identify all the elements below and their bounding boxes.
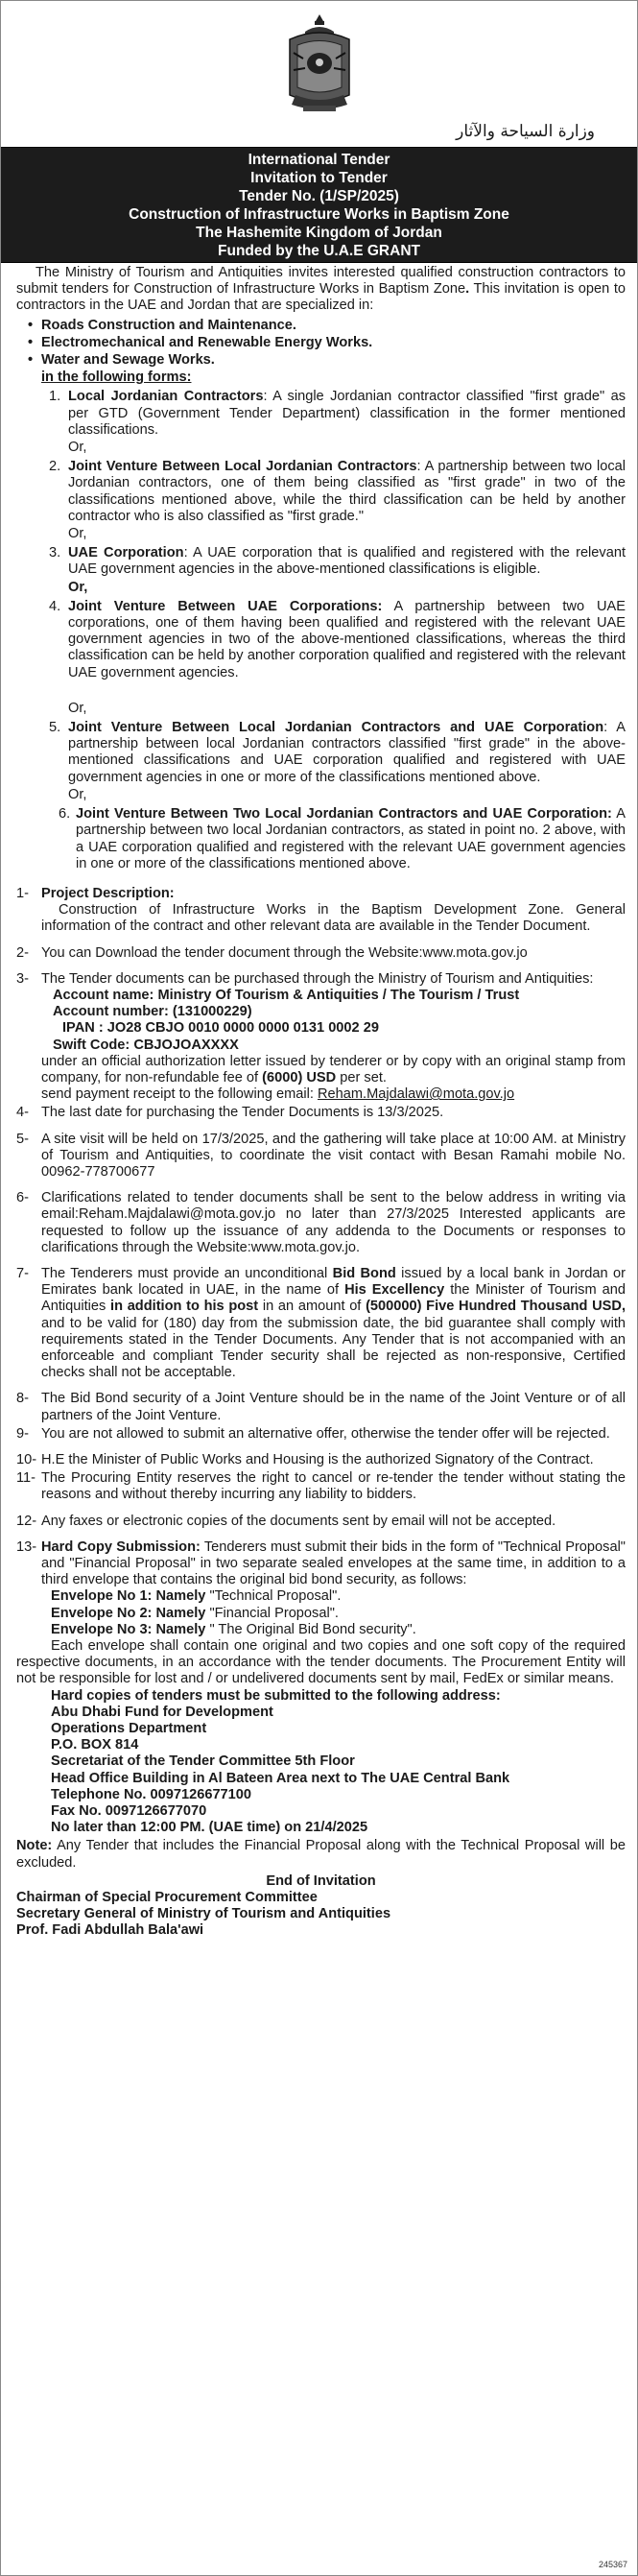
envelope-1: Envelope No 1: Namely "Technical Proposal".: [51, 1588, 342, 1605]
section-6-clarifications: 6- Clarifications related to tender documents shall be sent to the below address in writing via email:Reham.Majdalawi@mota.gov.jo no later than 27/3/2025 Interested applicants are requested to follow up the issuance of any addenda to the Documents or responses to clarifications through the Website:www.mota.gov.jo.: [16, 1190, 626, 1255]
reference-number: 245367: [598, 2560, 627, 2569]
end-of-invitation: End of Invitation: [266, 1872, 376, 1889]
list-item: • Water and Sewage Works.: [28, 352, 626, 369]
account-name: Account name: Ministry Of Tourism & Antiquities / The Tourism / Trust: [53, 987, 520, 1003]
clarification-email-link[interactable]: Reham.Majdalawi@mota.gov.jo: [78, 1206, 276, 1223]
or-separator: Or,: [68, 440, 87, 456]
note: Note: Any Tender that includes the Financial Proposal along with the Technical Proposal will be excluded.: [16, 1838, 626, 1871]
envelope-3: Envelope No 3: Namely " The Original Bid Bond security".: [51, 1621, 416, 1637]
or-separator: Or,: [68, 700, 87, 716]
section-5-site-visit: 5- A site visit will be held on 17/3/2025, and the gathering will take place at 10:00 AM. at Ministry of Tourism and Antiquities, to coordinate the visit contact with Besan Ramahi mobile No. 00962-778700677: [16, 1131, 626, 1180]
envelope-2: Envelope No 2: Namely "Financial Proposal".: [51, 1605, 339, 1621]
address-line: Secretariat of the Tender Committee 5th Floor: [51, 1753, 355, 1770]
or-separator: Or,: [68, 786, 87, 802]
address-line: Abu Dhabi Fund for Development: [51, 1704, 273, 1720]
banner-line: Tender No. (1/SP/2025): [239, 188, 399, 204]
ministry-arabic-logotype: وزارة السياحة والآثار: [456, 122, 595, 141]
list-item: • Roads Construction and Maintenance.: [28, 318, 626, 334]
signature-line: Chairman of Special Procurement Committee: [16, 1890, 318, 1906]
tender-body: [11, 265, 627, 1940]
address-line: Operations Department: [51, 1721, 207, 1737]
address-line: No later than 12:00 PM. (UAE time) on 21/4/2025: [51, 1820, 368, 1836]
banner-line: International Tender: [248, 152, 390, 168]
signature-line: Secretary General of Ministry of Tourism and Antiquities: [16, 1906, 391, 1922]
list-item: • Electromechanical and Renewable Energy Works.: [28, 335, 626, 351]
section-8-jv-bond: 8- The Bid Bond security of a Joint Venture should be in the name of the Joint Venture or of all partners of the Joint Venture.: [16, 1391, 626, 1423]
banner-line: Invitation to Tender: [250, 170, 388, 186]
ipan: IPAN : JO28 CBJO 0010 0000 0000 0131 0002 29: [62, 1020, 379, 1037]
address-line: Fax No. 0097126677070: [51, 1803, 207, 1820]
address-heading: Hard copies of tenders must be submitted to the following address:: [51, 1687, 501, 1704]
section-13-hard-copy: 13- Hard Copy Submission: Tenderers must submit their bids in the form of "Technical Proposal" and "Financial Proposal" in two separate sealed envelopes at the same time, in addition to a third envelope that contains the original bid bond security, as follows: Envelope No 1: Namely "Technical Proposal". Envelope No 2: Namely "Financial Proposal". Envelope No 3: Namely " The Original Bid Bond security".: [16, 1538, 626, 1637]
payment-email-link[interactable]: Reham.Majdalawi@mota.gov.jo: [317, 1086, 515, 1103]
or-separator: Or,: [68, 526, 87, 542]
form-item-4: 4. Joint Venture Between UAE Corporations: A partnership between two UAE corporations, one of them having been qualified and registered with the relevant UAE government agencies in two of the above-mentioned classifications, whereas the third classification can be held by another corporation qualified and registered with the relevant UAE government agencies.: [49, 598, 626, 680]
account-number: Account number: (131000229): [53, 1004, 252, 1020]
form-item-3: 3. UAE Corporation: A UAE corporation that is qualified and registered with the relevant UAE government agencies in the above-mentioned classifications is eligible.: [49, 545, 626, 578]
section-title: Project Description:: [41, 885, 175, 901]
form-item-5: 5. Joint Venture Between Local Jordanian Contractors and UAE Corporation: A partnership between local Jordanian contractors classified "first grade" in the above-mentioned classifications and UAE corporation qualified and registered with UAE government agencies in one or more of the classifications mentioned above.: [49, 720, 626, 785]
envelope-contents-paragraph: Each envelope shall contain one original and two copies and one soft copy of the required respective documents, in an accordance with the tender documents. The Procurement Entity will not be responsible for lost and / or undelivered documents sent by mail, FedEx or similar means.: [16, 1638, 626, 1687]
section-11-reserve: 11- The Procuring Entity reserves the right to cancel or re-tender the tender without stating the reasons and without thereby incurring any liability to bidders.: [16, 1470, 626, 1503]
form-item-1: 1. Local Jordanian Contractors: A single Jordanian contractor classified "first grade" as per GTD (Government Tender Department) classification in the former mentioned classifications.: [49, 389, 626, 438]
signature-line: Prof. Fadi Abdullah Bala'awi: [16, 1922, 204, 1939]
section-2-download: 2- You can Download the tender document through the Website:www.mota.gov.jo: [16, 944, 528, 961]
forms-heading: in the following forms:: [41, 370, 192, 386]
section-12-faxes: 12- Any faxes or electronic copies of the documents sent by email will not be accepted.: [16, 1513, 556, 1529]
specialization-list: [16, 318, 626, 370]
section-3-purchase: 3- The Tender documents can be purchased through the Ministry of Tourism and Antiquities: Account name: Ministry Of Tourism & Antiquities / The Tourism / Trust Account number: (131000229) IPAN : JO28 CBJO 0010 0000 0000 0131 0002 29 Swift Code: CBJOJOAXXXX under an official authorization letter issued by tenderer or by copy with an original stamp from company, for non-refundable fee of (6000) USD per set. send payment receipt to the following email: Reham.Majdalawi@mota.gov.jo: [16, 970, 626, 1103]
intro-paragraph: The Ministry of Tourism and Antiquities invites interested qualified construction contractors to submit tenders for Construction of Infrastructure Works in Baptism Zone. This invitation is open to contractors in the UAE and Jordan that are specialized in:: [16, 265, 626, 314]
section-4-last-date: 4- The last date for purchasing the Tender Documents is 13/3/2025.: [16, 1105, 444, 1121]
address-line: P.O. BOX 814: [51, 1737, 139, 1753]
or-separator: Or,: [68, 579, 88, 595]
section-10-signatory: 10- H.E the Minister of Public Works and Housing is the authorized Signatory of the Contract.: [16, 1452, 594, 1467]
section-7-bid-bond: 7- The Tenderers must provide an unconditional Bid Bond issued by a local bank in Jordan or Emirates bank located in UAE, in the name of His Excellency the Minister of Tourism and Antiquities in addition to his post in an amount of (500000) Five Hundred Thousand USD, and to be valid for (180) day from the submission date, the bid guarantee shall comply with requirements stated in the Tender Documents. Any Tender that is not accompanied with an enforceable and compliant Tender security shall be rejected as non-responsive, Certified checks shall not be acceptable.: [16, 1265, 626, 1381]
banner-line: Funded by the U.A.E GRANT: [218, 243, 420, 259]
section-9-alternative: 9- You are not allowed to submit an alternative offer, otherwise the tender offer will be rejected.: [16, 1425, 610, 1442]
banner-line: The Hashemite Kingdom of Jordan: [196, 225, 442, 241]
section-1-project-description: 1- Project Description: Construction of Infrastructure Works in the Baptism Development Zone. General information of the contract and other relevant data are available in the Tender Document.: [16, 885, 626, 935]
tender-title-banner: [1, 147, 637, 263]
coat-of-arms-icon: [276, 11, 363, 116]
form-item-6: 6. Joint Venture Between Two Local Jordanian Contractors and UAE Corporation: A partnership between two local Jordanian contractors, as stated in point no. 2 above, with a UAE corporation qualified and registered with the relevant UAE government agencies in one or more of the classifications mentioned above.: [59, 806, 626, 871]
swift-code: Swift Code: CBJOJOAXXXX: [53, 1037, 239, 1053]
address-line: Head Office Building in Al Bateen Area next to The UAE Central Bank: [51, 1770, 510, 1786]
form-item-2: 2. Joint Venture Between Local Jordanian Contractors: A partnership between two local Jordanian contractors, one of them being classified as "first grade" in two of the classifications mentioned above, while the third classification can be held by another contractor who is also classified as "first grade.": [49, 459, 626, 524]
address-line: Telephone No. 0097126677100: [51, 1786, 252, 1802]
banner-line: Construction of Infrastructure Works in Baptism Zone: [129, 206, 509, 223]
